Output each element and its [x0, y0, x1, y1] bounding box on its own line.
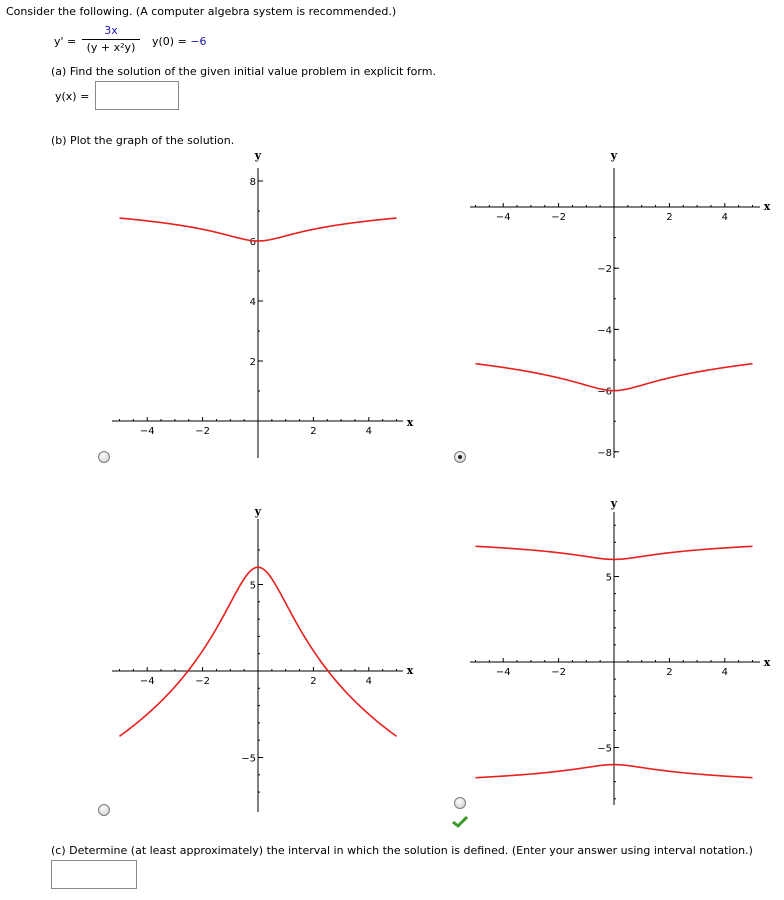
- part-b-prompt: (b) Plot the graph of the solution.: [51, 134, 235, 147]
- answer-a-label: y(x) =: [55, 90, 90, 103]
- option-2-radio[interactable]: [454, 451, 466, 463]
- graph-1-y-tick-label: 4: [249, 297, 256, 308]
- graph-4-y-tick-label: 5: [605, 572, 612, 584]
- graph-2-y-tick-label: −4: [597, 325, 612, 337]
- graph-2-y-tick-label: −2: [597, 264, 612, 276]
- graph-4-x-tick-label: −4: [495, 667, 511, 678]
- graph-4-x-tick-label: 2: [666, 667, 673, 678]
- option-3-radio[interactable]: [98, 804, 110, 816]
- graph-1-y-tick-label: 2: [249, 357, 256, 368]
- graph-1-x-tick-label: 4: [365, 426, 372, 437]
- graph-3-x-tick-label: 4: [365, 676, 372, 687]
- graph-1-y-tick-label: 8: [249, 177, 256, 188]
- graph-3-x-tick-label: −4: [139, 676, 155, 687]
- graph-1-y-axis-label: y: [254, 149, 262, 162]
- equation-denominator: (y + x²y): [86, 41, 136, 54]
- graph-4-x-tick-label: −2: [551, 667, 566, 678]
- graph-4-y-axis-label: y: [610, 497, 618, 510]
- graph-3-x-tick-label: 2: [310, 676, 317, 687]
- graph-2-y-axis-label: y: [610, 149, 618, 162]
- graph-2-x-tick-label: 4: [721, 212, 728, 223]
- graph-1-x-axis-label: x: [406, 416, 414, 429]
- initial-condition-value: −6: [190, 35, 207, 48]
- graph-4-x-axis-label: x: [763, 656, 771, 669]
- part-a-prompt: (a) Find the solution of the given initial value problem in explicit form.: [51, 65, 436, 78]
- graph-2-x-tick-label: −2: [551, 212, 566, 223]
- graph-3-x-tick-label: −2: [195, 676, 210, 687]
- option-1-radio[interactable]: [98, 451, 110, 463]
- graph-3-x-axis-label: x: [406, 664, 414, 677]
- part-c-prompt: (c) Determine (at least approximately) the interval in which the solution is defined. (Enter your answer using interval notation.): [51, 844, 753, 857]
- graph-3-y-axis-label: y: [254, 505, 262, 518]
- graph-1-x-tick-label: −4: [139, 426, 155, 437]
- graph-2-x-tick-label: −4: [495, 212, 511, 223]
- graph-2-x-tick-label: 2: [666, 212, 673, 223]
- graph-3-y-tick-label: 5: [249, 580, 256, 592]
- equation-numerator: 3x: [104, 24, 118, 37]
- graph-2-x-axis-label: x: [763, 200, 771, 213]
- graph-3-y-tick-label: −5: [241, 753, 256, 765]
- graph-1-y-tick-label: 6: [249, 237, 256, 248]
- graph-2-y-tick-label: −6: [597, 386, 612, 398]
- correct-checkmark-icon: [452, 816, 468, 828]
- graph-1-x-tick-label: 2: [310, 426, 317, 437]
- intro-text: Consider the following. (A computer algebra system is recommended.): [6, 5, 397, 18]
- graph-2-y-tick-label: −8: [597, 447, 612, 459]
- graph-1-x-tick-label: −2: [195, 426, 210, 437]
- option-4-radio[interactable]: [454, 797, 466, 809]
- selected-dot: [458, 455, 462, 459]
- initial-condition-label: y(0) =: [152, 35, 191, 48]
- graph-4-y-tick-label: −5: [597, 743, 612, 755]
- equation-lhs: y' =: [54, 35, 77, 48]
- answer-c-input[interactable]: [51, 860, 137, 889]
- graph-4-x-tick-label: 4: [721, 667, 728, 678]
